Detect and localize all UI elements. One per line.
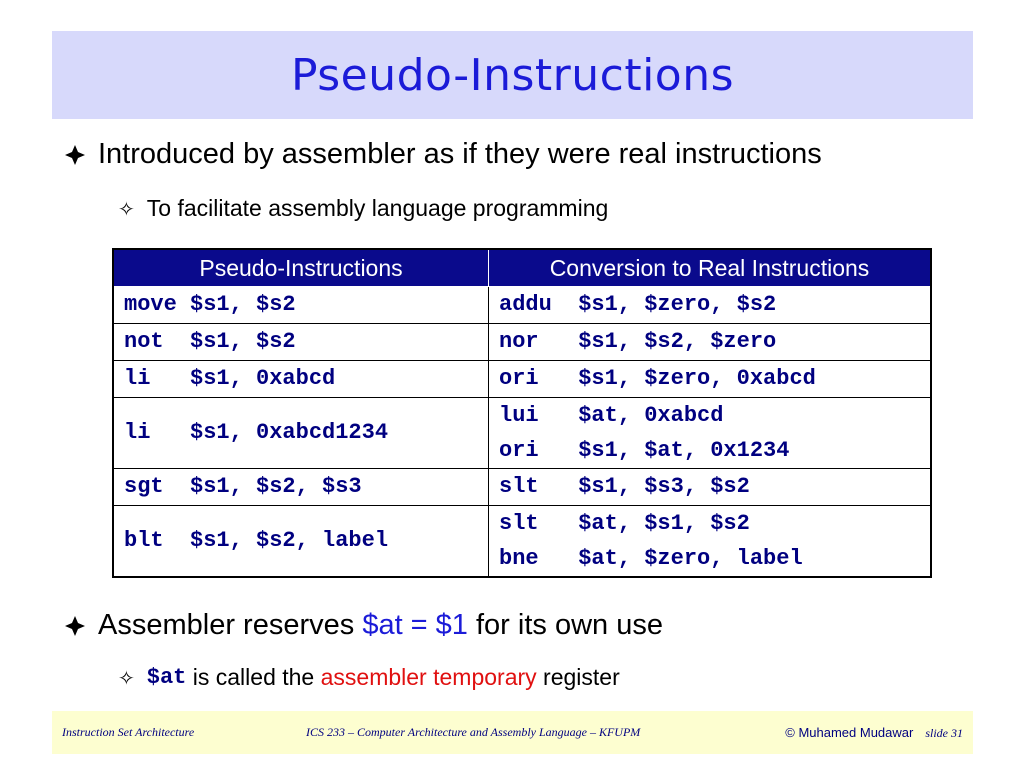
real-cell (489, 506, 932, 578)
table-row (113, 361, 931, 398)
real-line: bne $at, $zero, label (499, 546, 803, 571)
footer (52, 711, 973, 754)
diamond-bullet-icon (64, 615, 86, 637)
bullet-text-suffix: for its own use (467, 609, 663, 641)
slide-title: Pseudo-Instructions (290, 49, 735, 101)
bullet-text-prefix: Assembler reserves (98, 609, 363, 641)
table-row (113, 506, 931, 578)
footer-course-topic: Instruction Set Architecture (62, 725, 195, 739)
pseudo-cell: li $s1, 0xabcd (113, 361, 489, 398)
sub-bullet-facilitate (118, 195, 608, 222)
table-row (113, 398, 931, 469)
diamond-bullet-icon (64, 144, 86, 166)
assembler-temporary-text: assembler temporary (320, 664, 537, 690)
real-line: slt $at, $s1, $s2 (499, 511, 750, 536)
pseudo-cell: not $s1, $s2 (113, 324, 489, 361)
footer-right (785, 725, 963, 741)
star-bullet-icon: ✧ (118, 196, 135, 221)
star-bullet-icon: ✧ (118, 665, 135, 690)
real-cell: addu $s1, $zero, $s2 (489, 287, 932, 324)
real-line: ori $s1, $at, 0x1234 (499, 438, 790, 463)
real-line: lui $at, 0xabcd (499, 403, 724, 428)
pseudo-cell: move $s1, $s2 (113, 287, 489, 324)
pseudo-instructions-table (112, 248, 932, 578)
table-header-row (113, 249, 931, 287)
real-cell (489, 398, 932, 469)
sub-bullet-mid: is called the (186, 664, 321, 690)
footer-author: © Muhamed Mudawar (785, 724, 914, 740)
table-row (113, 287, 931, 324)
real-cell: nor $s1, $s2, $zero (489, 324, 932, 361)
real-cell: ori $s1, $zero, 0xabcd (489, 361, 932, 398)
pseudo-cell: blt $s1, $s2, label (113, 506, 489, 578)
table-row (113, 469, 931, 506)
title-bar (52, 31, 973, 119)
sub-bullet-end: register (536, 664, 620, 690)
sub-bullet-at-register (118, 664, 620, 691)
bullet-assembler-reserves (64, 609, 663, 642)
header-real: Conversion to Real Instructions (489, 249, 932, 287)
table-row (113, 324, 931, 361)
at-register-code: $at (146, 665, 187, 690)
pseudo-cell: sgt $s1, $s2, $s3 (113, 469, 489, 506)
header-pseudo: Pseudo-Instructions (113, 249, 489, 287)
footer-course-name: ICS 233 – Computer Architecture and Assembly Language – KFUPM (306, 725, 641, 739)
bullet-text: Introduced by assembler as if they were real instructions (98, 138, 822, 170)
slide-number: slide 31 (925, 725, 963, 740)
pseudo-cell: li $s1, 0xabcd1234 (113, 398, 489, 469)
bullet-introduced (64, 138, 822, 171)
bullet-highlight: $at = $1 (362, 609, 468, 641)
sub-bullet-text: To facilitate assembly language programming (146, 195, 609, 221)
real-cell: slt $s1, $s3, $s2 (489, 469, 932, 506)
